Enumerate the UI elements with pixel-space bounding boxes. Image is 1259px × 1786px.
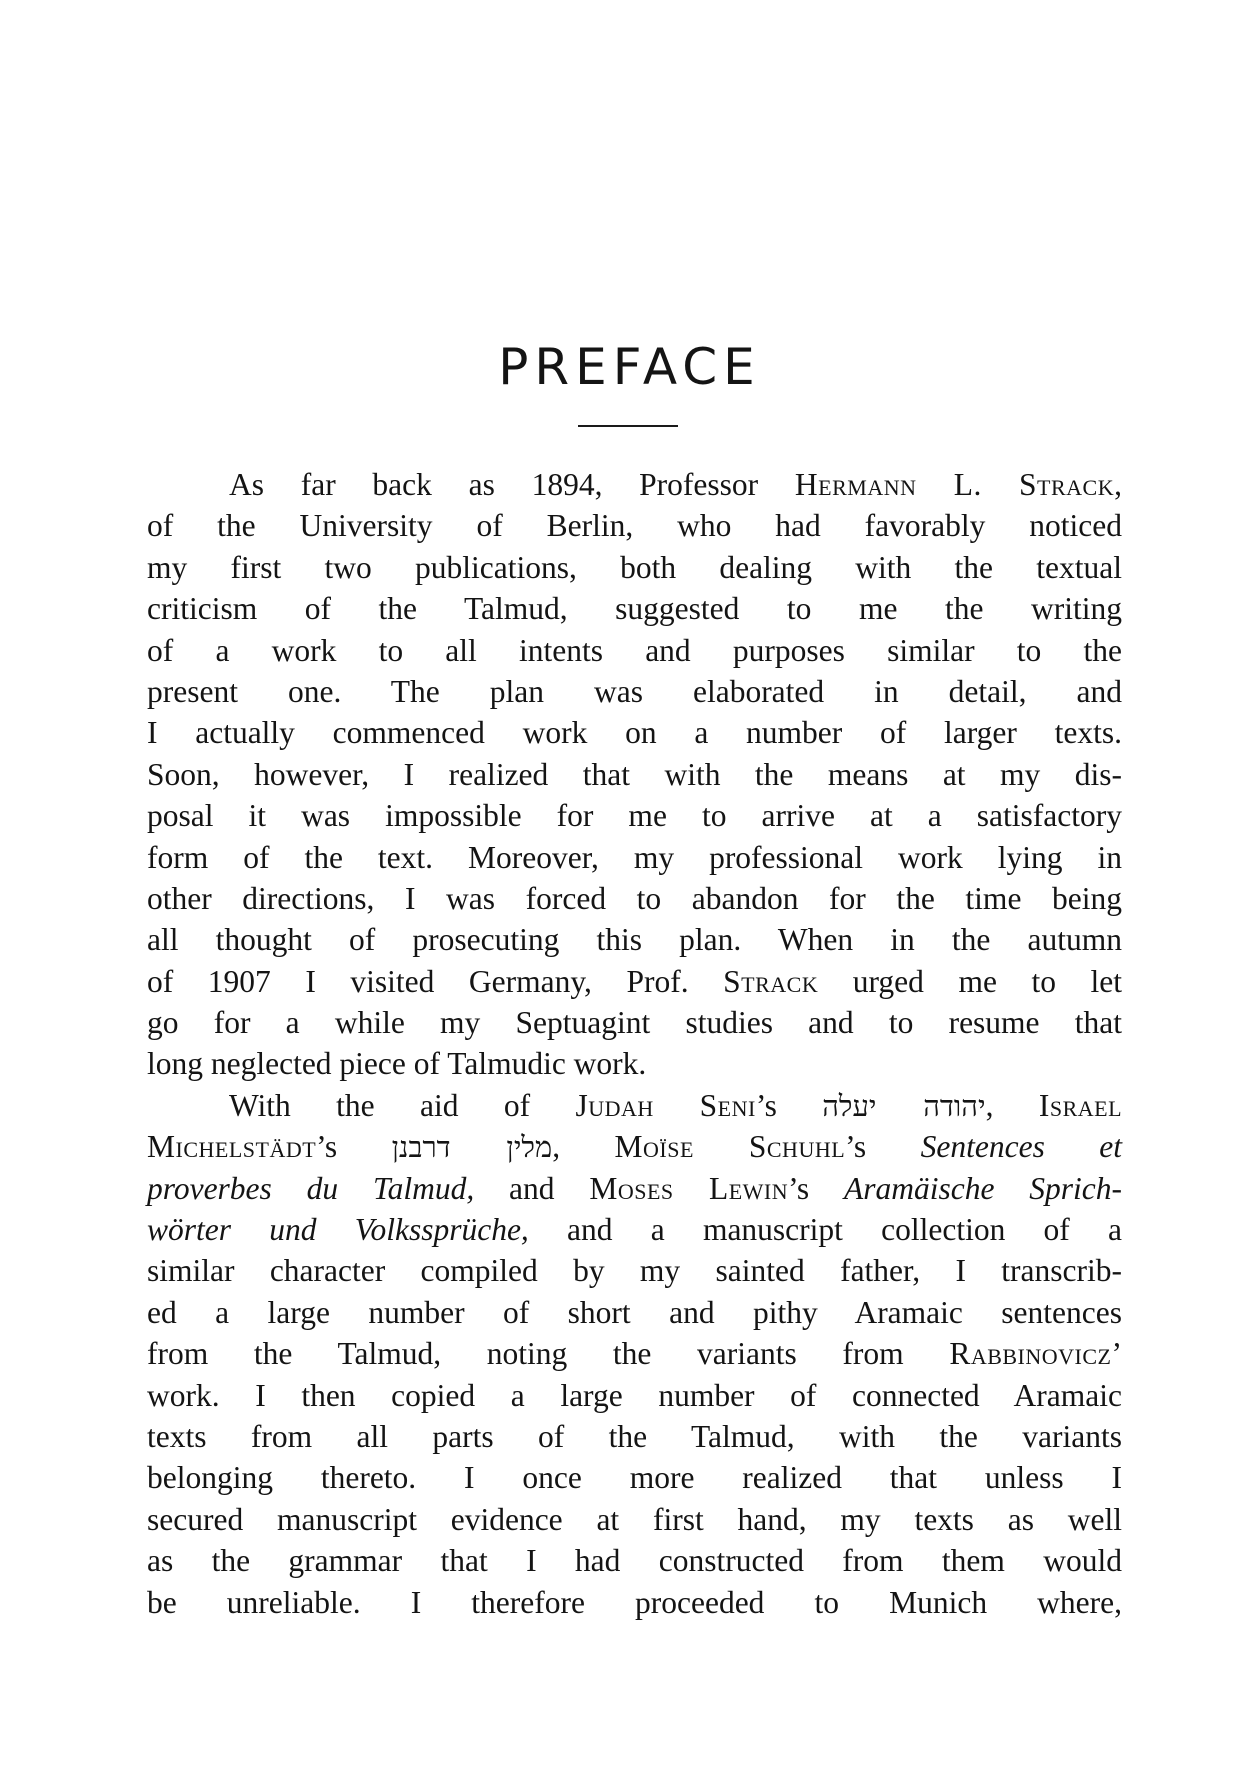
text-line: work. I then copied a large number of connected Aramaic [147,1377,1122,1413]
hebrew-title: מלין דרבנן [391,1130,553,1165]
text-line: of 1907 I visited Germany, Prof. Strack urged me to let [147,963,1122,999]
text-line: all thought of prosecuting this plan. When in the autumn [147,922,1122,958]
text-line: form of the text. Moreover, my professional work lying in [147,839,1122,875]
text-line: from the Talmud, noting the variants from Rabbinovicz’ [147,1336,1122,1372]
text-line: posal it was impossible for me to arrive at a satisfactory [147,798,1122,834]
text-line: go for a while my Septuagint studies and to resume that [147,1005,1122,1041]
author-name: Moïse Schuhl [614,1129,846,1165]
text-line: other directions, I was forced to abandon for the time being [147,880,1122,916]
text-line: proverbes du Talmud, and Moses Lewin’s Aramäische Sprich- [147,1170,1123,1206]
text-line: present one. The plan was elaborated in detail, and [147,673,1122,709]
text-line: I actually commenced work on a number of larger texts. [147,715,1122,751]
text-line: belonging thereto. I once more realized that unless I [147,1460,1122,1496]
author-name: Moses Lewin [589,1170,789,1206]
text-line: With the aid of Judah Seni’s יהודה יעלה, Israel [229,1087,1123,1123]
author-name: Judah Seni [575,1087,756,1123]
text-line: similar character compiled by my sainted father, I transcrib- [147,1253,1122,1289]
book-title: proverbes du Talmud, [147,1170,475,1206]
text-line: texts from all parts of the Talmud, with the variants [147,1418,1122,1454]
text-line: As far back as 1894, Professor Hermann L. Strack, [229,467,1122,502]
text-line: Soon, however, I realized that with the means at my dis- [147,756,1122,792]
text-line: ed a large number of short and pithy Aramaic sentences [147,1294,1122,1330]
text-line: be unreliable. I therefore proceeded to Munich where, [147,1584,1122,1620]
book-title: Aramäische Sprich- [843,1170,1123,1206]
book-title: Sentences et [920,1129,1123,1165]
hebrew-title: יהודה יעלה [822,1088,986,1123]
text-line: criticism of the Talmud, suggested to me the writing [147,591,1122,627]
text-line: of a work to all intents and purposes similar to the [147,632,1122,668]
author-name: Strack [723,963,819,999]
text-line: my first two publications, both dealing with the textual [147,549,1122,585]
author-name: Rabbinovicz [949,1336,1112,1372]
text-line: long neglected piece of Talmudic work. [147,1046,647,1082]
text-line: of the University of Berlin, who had favorably noticed [147,508,1122,544]
page-title: PREFACE [498,338,761,396]
book-title: wörter und Volkssprüche, [147,1212,529,1248]
author-name: Hermann L. Strack [794,467,1115,502]
text-line: Michelstädt’s מלין דרבנן, Moïse Schuhl’s Sentences et [147,1129,1123,1165]
title-rule [578,425,678,427]
text-line: wörter und Volkssprüche, and a manuscript collection of a [147,1212,1122,1248]
author-name: Israel [1038,1087,1123,1123]
author-name: Michelstädt [147,1129,317,1165]
text-line: as the grammar that I had constructed from them would [147,1543,1122,1579]
body-text [147,464,1122,1623]
text-line: secured manuscript evidence at first hand, my texts as well [147,1501,1122,1537]
